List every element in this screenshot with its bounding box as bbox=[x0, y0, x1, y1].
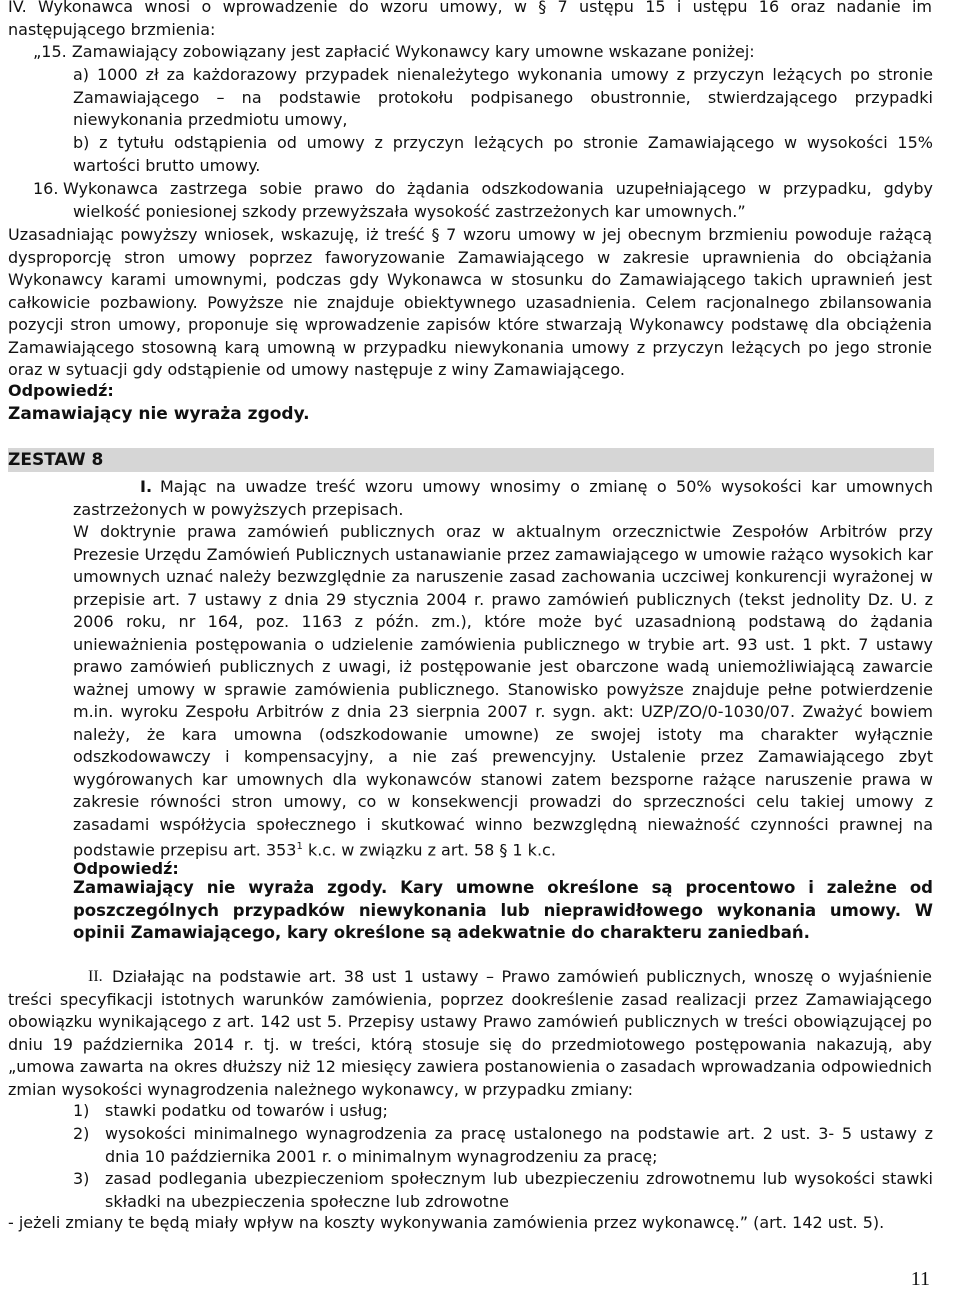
list-text: stawki podatku od towarów i usług; bbox=[105, 1101, 388, 1120]
point-i-body bbox=[73, 521, 933, 862]
page-number: 11 bbox=[910, 1268, 930, 1290]
list-number: 3) bbox=[73, 1169, 90, 1188]
paragraph-15: „15. Zamawiający zobowiązany jest zapłacić Wykonawcy kary umowne wskazane poniżej: bbox=[33, 42, 755, 61]
list-text: zasad podlegania ubezpieczeniom społecznym lub ubezpieczeniu zdrowotnemu lub wysokości stawki składki na ubezpieczenia społeczne lub zdrowotne bbox=[105, 1169, 933, 1211]
section-iv-heading: IV. Wykonawca wnosi o wprowadzenie do wzoru umowy, w § 7 ustępu 15 i ustępu 16 oraz nadanie im następującego brzmienia: bbox=[8, 0, 932, 39]
closing-text: - jeżeli zmiany te będą miały wpływ na koszty wykonywania zamówienia przez wykonawcę.” (art. 142 ust. 5). bbox=[8, 1213, 885, 1232]
list-number: 1) bbox=[73, 1101, 90, 1120]
section-header-bar bbox=[8, 448, 934, 472]
list-item-3 bbox=[73, 1168, 933, 1213]
item-a: a) 1000 zł za każdorazowy przypadek nienależytego wykonania umowy z przyczyn leżących po stronie Zamawiającego – na podstawie protokołu podpisanego obustronnie, stwierdzającego przypadki niewykonania przedmiotu umowy, bbox=[73, 65, 933, 129]
point-i-lead: Mając na uwadze treść wzoru umowy wnosimy o zmianę o 50% wysokości kar umownych zastrzeżonych w powyższych przepisach. bbox=[73, 477, 933, 519]
paragraph-16: Wykonawca zastrzega sobie prawo do żądania odszkodowania uzupełniającego w przypadku, gdyby wielkość poniesionej szkody przewyższała wysokość zastrzeżonych kar umownych.” bbox=[63, 179, 933, 221]
point-i-body-end: k.c. w związku z art. 58 § 1 k.c. bbox=[302, 840, 556, 860]
answer-i: Zamawiający nie wyraża zgody. Kary umowne określone są procentowo i zależne od poszczególnych przypadków niewykonania lub nieprawidłowego wykonania umowy. W opinii Zamawiającego, kary określone są adekwatnie do charakteru zaniedbań. bbox=[73, 878, 933, 942]
list-item-2 bbox=[73, 1123, 933, 1168]
paragraph-16-number: 16. bbox=[33, 179, 59, 198]
answer-iv: Zamawiający nie wyraża zgody. bbox=[8, 404, 310, 424]
list-number: 2) bbox=[73, 1124, 90, 1143]
list-item-1 bbox=[73, 1100, 933, 1122]
point-i-body-text: W doktrynie prawa zamówień publicznych oraz w aktualnym orzecznictwie Zespołów Arbitrów przy Prezesie Urzędu Zamówień Publicznych ustanawianie przez zamawiającego w umowie rażąco wysokich kar umownych uznać należy bezwzględnie za naruszenie zasad zachowania uczciwej konkurencji wyrażonej w przepisie art. 7 ustawy z dnia 29 stycznia 2004 r. prawo zamówień publicznych (tekst jednolity Dz. U. z 2006 roku, nr 164, poz. 1163 z późn. zm.), które może być uzasadnioną podstawą do żądania unieważnienia postępowania o udzielenie zamówienia publicznego w trybie art. 93 ust. 1 pkt. 7 ustawy prawo zamówień publicznych z uwagi, iż postępowanie jest obarczone wadą uniemożliwiającą zawarcie ważnej umowy w sprawie zamówienia publicznego. Stanowisko powyższe znajduje pełne potwierdzenie m.in. wyroku Zespołu Arbitrów z dnia 23 sierpnia 2007 r. sygn. akt: UZP/ZO/0-1030/07. Zważyć bowiem należy, że kara umowna (odszkodowanie umowne) ze swojej istoty ma charakter wyłącznie odszkodowawczy i kompensacyjny, a nie zaś prewencyjny. Ustalenie przez Zamawiającego zbyt wygórowanych kar umownych dla wykonawców stanowi zatem bezsporne rażące naruszenie prawa w zakresie równości stron umowy, co w konsekwencji prowadzi do sprzeczności celu takiej umowy z zasadami współżycia społecznego i skutkować winno bezwzględną nieważność czynności prawnej na podstawie przepisu art. 353 bbox=[73, 522, 933, 860]
list-text: wysokości minimalnego wynagrodzenia za pracę ustalonego na podstawie art. 2 ust. 3- 5 ustawy z dnia 10 października 2001 r. o minimalnym wynagrodzeniu za pracę; bbox=[105, 1124, 933, 1166]
point-ii-body: Działając na podstawie art. 38 ust 1 ustawy – Prawo zamówień publicznych, wnoszę o wyjaśnienie treści specyfikacji istotnych warunków zamówienia, poprzez dookreślenie zasad realizacji przez Zamawiającego obowiązku wynikającego z art. 142 ust 5. Przepisy ustawy Prawo zamówień publicznych w treści obowiązującej po dniu 19 października 2014 r. tj. w treści, którą stosuje się do przedmiotowego postępowania nakazują, aby „umowa zawarta na okres dłuższy niż 12 miesięcy zawiera postanowienia o zasadach wprowadzania odpowiednich zmian wysokości wynagrodzenia należnego wykonawcy, w przypadku zmiany: bbox=[8, 967, 932, 1099]
answer-label-i: Odpowiedź: bbox=[73, 859, 179, 878]
point-ii-number: II. bbox=[88, 968, 103, 985]
point-i-number: I. bbox=[140, 477, 153, 496]
answer-label-iv: Odpowiedź: bbox=[8, 381, 114, 400]
superscript: 1 bbox=[296, 841, 303, 852]
justification-text: Uzasadniając powyższy wniosek, wskazuję, iż treść § 7 wzoru umowy w jej obecnym brzmieniu powoduje rażącą dysproporcję stron umowy poprzez faworyzowanie Zamawiającego w zakresie uprawnienia do obciążania Wykonawcy karami umownymi, podczas gdy Wykonawca w stosunku do Zamawiającego takich uprawnień jest całkowicie pozbawiony. Powyższe nie znajduje obiektywnego uzasadnienia. Celem racjonalnego zbilansowania pozycji stron umowy, proponuje się wprowadzenie zapisów które stwarzają Wykonawcy podstawę dla obciążenia Zamawiającego stosowną karą umowną w przypadku niewykonania umowy z przyczyn leżących po jego stronie oraz w sytuacji gdy odstąpienie od umowy następuje z winy Zamawiającego. bbox=[8, 225, 932, 379]
item-b: b) z tytułu odstąpienia od umowy z przyczyn leżących po stronie Zamawiającego w wysokości 15% wartości brutto umowy. bbox=[73, 133, 933, 175]
section-title: ZESTAW 8 bbox=[8, 450, 104, 470]
